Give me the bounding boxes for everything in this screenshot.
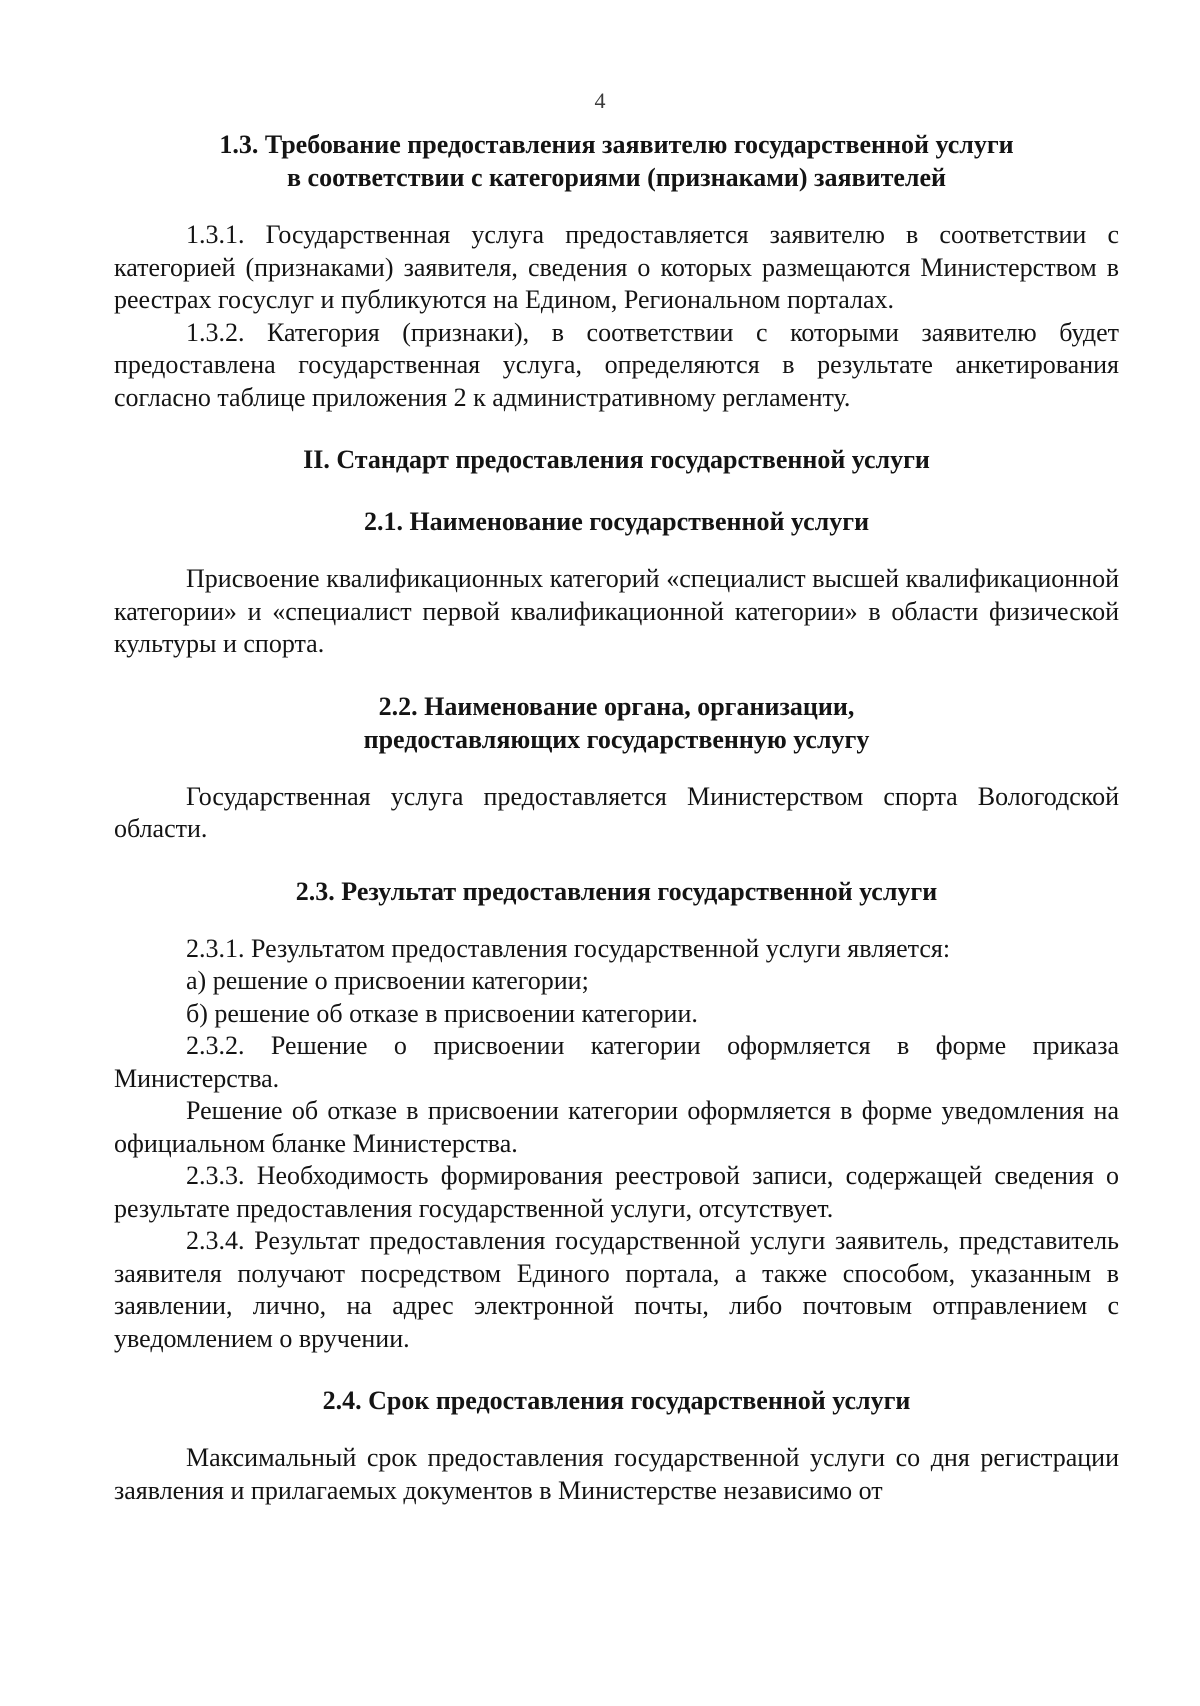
- paragraph-2-3-4: 2.3.4. Результат предоставления государственной услуги заявитель, представитель заявителя получают посредством Единого портала, а также способом, указанным в заявлении, лично, на адрес электронной почты, либо почтовым отправлением с уведомлением о вручении.: [114, 1226, 1119, 1353]
- paragraph-2-3-1-b: б) решение об отказе в присвоении категории.: [186, 998, 698, 1028]
- section-heading-2-2-line-1: 2.2. Наименование органа, организации,: [378, 691, 855, 721]
- section-heading-2-1: 2.1. Наименование государственной услуги: [363, 507, 870, 536]
- paragraph-2-3-3: 2.3.3. Необходимость формирования реестровой записи, содержащей сведения о результате предоставления государственной услуги, отсутствует.: [114, 1161, 1119, 1223]
- document-body: [114, 128, 1119, 1507]
- paragraph-2-2: Государственная услуга предоставляется Министерством спорта Вологодской области.: [114, 781, 1119, 843]
- paragraph-2-3-2: 2.3.2. Решение о присвоении категории оформляется в форме приказа Министерства.: [114, 1031, 1119, 1093]
- section-heading-2-2-line-2: предоставляющих государственную услугу: [363, 724, 870, 754]
- chapter-heading-2: II. Стандарт предоставления государственной услуги: [303, 445, 930, 474]
- section-heading-1-3-line-1: 1.3. Требование предоставления заявителю государственной услуги: [219, 130, 1014, 159]
- paragraph-1-3-1: 1.3.1. Государственная услуга предоставляется заявителю в соответствии с категорией (признаками) заявителя, сведения о которых размещаются Министерством в реестрах госуслуг и публикуются на Едином, Региональном порталах.: [114, 220, 1119, 314]
- paragraph-1-3-2: 1.3.2. Категория (признаки), в соответствии с которыми заявителю будет предоставлена государственная услуга, определяются в результате анкетирования согласно таблице приложения 2 к административному регламенту.: [114, 317, 1119, 412]
- section-heading-2-3: 2.3. Результат предоставления государственной услуги: [295, 876, 938, 906]
- section-heading-2-4: 2.4. Срок предоставления государственной услуги: [322, 1386, 911, 1415]
- paragraph-2-3-1: 2.3.1. Результатом предоставления государственной услуги является:: [186, 933, 951, 963]
- paragraph-2-3-1-a: а) решение о присвоении категории;: [186, 966, 589, 995]
- paragraph-2-3-2-refusal: Решение об отказе в присвоении категории оформляется в форме уведомления на официальном бланке Министерства.: [114, 1096, 1119, 1158]
- section-heading-1-3: [114, 128, 1119, 194]
- paragraph-2-4: Максимальный срок предоставления государственной услуги со дня регистрации заявления и прилагаемых документов в Министерстве независимо от: [114, 1443, 1119, 1505]
- page-number: 4: [594, 88, 606, 113]
- paragraph-2-1: Присвоение квалификационных категорий «специалист высшей квалификационной категории» и «специалист первой квалификационной категории» в области физической культуры и спорта.: [114, 564, 1119, 658]
- section-heading-2-2: [114, 690, 1119, 756]
- section-heading-1-3-line-2: в соответствии с категориями (признаками) заявителей: [286, 163, 946, 192]
